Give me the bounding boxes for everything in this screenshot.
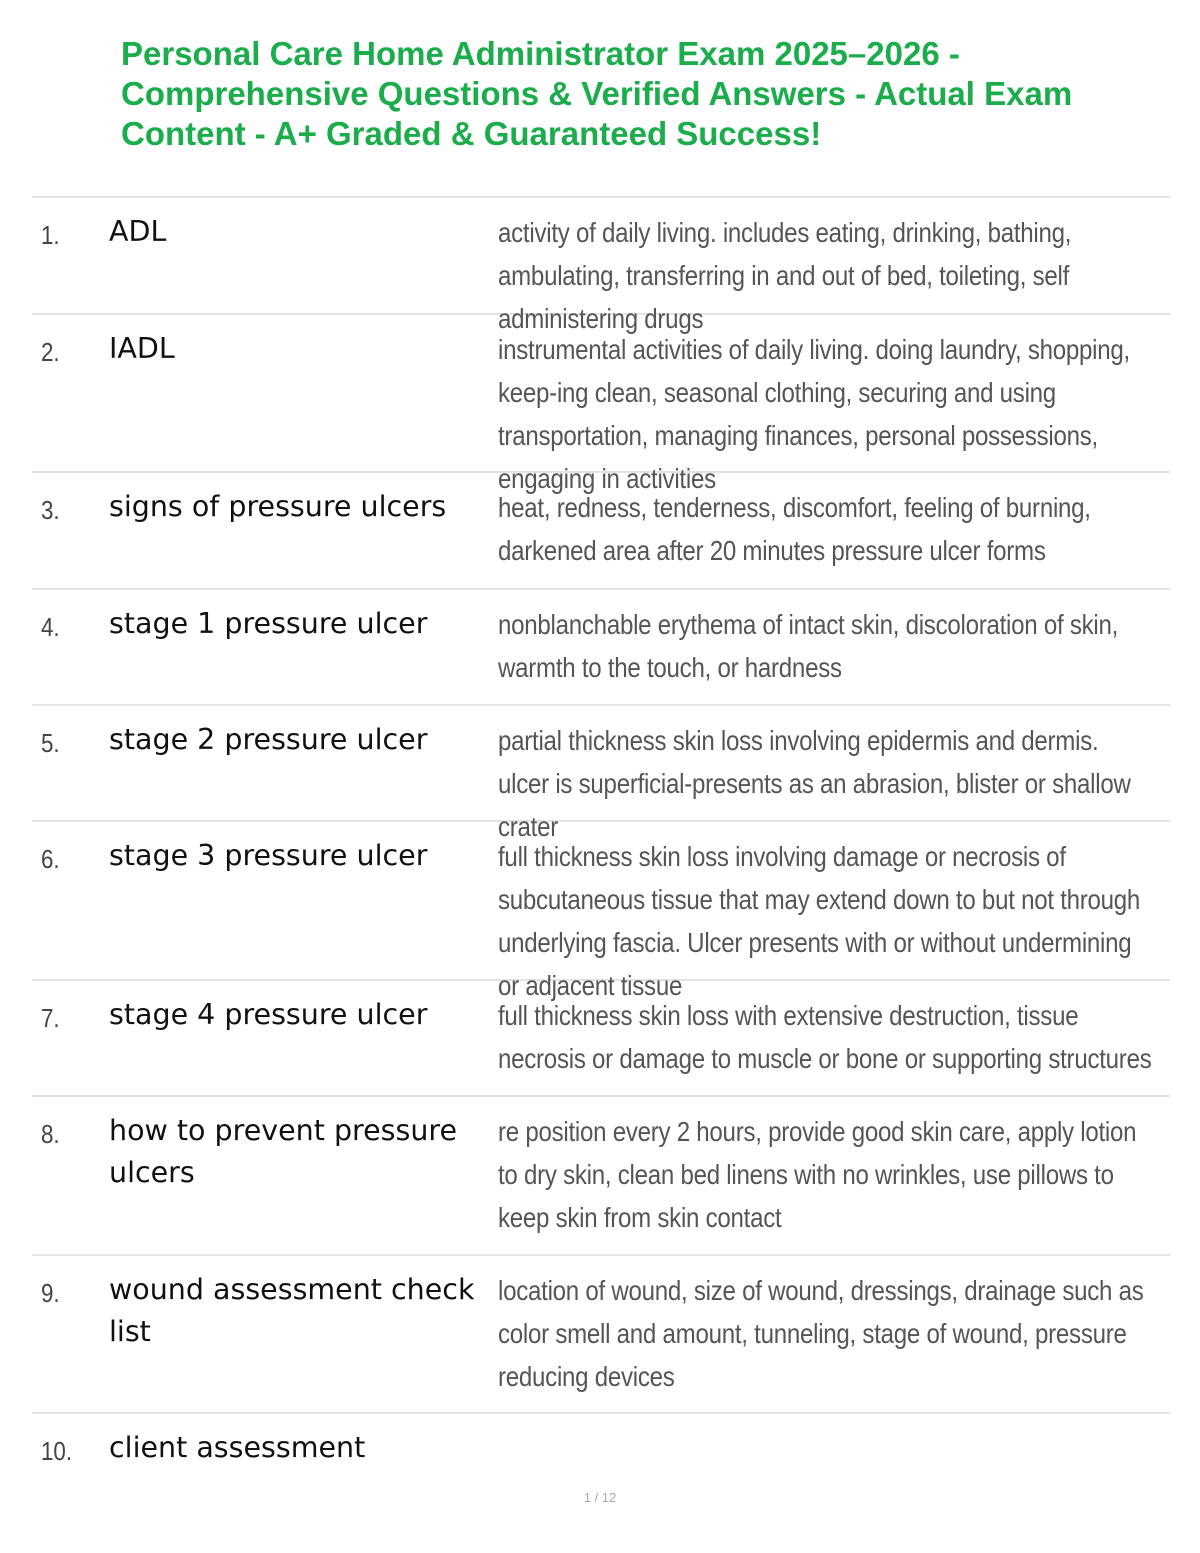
item-term: ADL [109, 215, 167, 248]
qa-row [32, 706, 1170, 842]
item-term: stage 1 pressure ulcer [109, 607, 428, 640]
qa-row [32, 1097, 1170, 1256]
item-term: wound assessment check list [109, 1273, 475, 1348]
qa-row [32, 315, 1170, 494]
item-definition: full thickness skin loss with extensive destruction, tissue necrosis or damage to muscle or bone or supporting structures [498, 1000, 1152, 1074]
item-number: 5. [41, 728, 60, 758]
item-number: 9. [41, 1278, 60, 1308]
item-term: stage 2 pressure ulcer [109, 723, 428, 756]
item-number: 4. [41, 612, 60, 642]
item-term: how to prevent pressure ulcers [109, 1114, 458, 1189]
page-indicator: 1 / 12 [583, 1490, 617, 1505]
item-number: 1. [41, 220, 60, 250]
qa-row [32, 1256, 1170, 1414]
document-title: Personal Care Home Administrator Exam 2025–2026 - Comprehensive Questions & Verified Answers - Actual Exam Content - A+ Graded & Guaranteed Success! [121, 35, 1073, 152]
item-number: 8. [41, 1119, 60, 1149]
item-number: 6. [41, 844, 60, 874]
item-term: stage 4 pressure ulcer [109, 998, 428, 1031]
item-definition: location of wound, size of wound, dressings, drainage such as color smell and amount, tunneling, stage of wound, pressure reducing devices [498, 1275, 1144, 1392]
item-term: client assessment [109, 1431, 366, 1464]
item-definition: activity of daily living. includes eating, drinking, bathing, ambulating, transferring in and out of bed, toileting, self administering drugs [498, 217, 1072, 334]
item-definition: partial thickness skin loss involving epidermis and dermis. ulcer is superficial-presents as an abrasion, blister or shallow crater [498, 725, 1131, 842]
qa-row [32, 981, 1170, 1097]
item-number: 7. [41, 1003, 60, 1033]
item-term: IADL [109, 332, 175, 365]
item-number: 2. [41, 337, 60, 367]
item-definition: instrumental activities of daily living. doing laundry, shopping, keep-ing clean, seasonal clothing, securing and using transportation, managing finances, personal possessions, engaging in activities [498, 334, 1130, 494]
qa-row [32, 822, 1170, 1001]
item-definition: full thickness skin loss involving damage or necrosis of subcutaneous tissue that may extend down to but not through underlying fascia. Ulcer presents with or without undermining or adjacent tissue [498, 841, 1141, 1001]
qa-list [32, 196, 1170, 1484]
qa-row [32, 1414, 1170, 1484]
item-term: stage 3 pressure ulcer [109, 839, 428, 872]
item-definition: heat, redness, tenderness, discomfort, feeling of burning, darkened area after 20 minutes pressure ulcer forms [498, 492, 1091, 566]
qa-row [32, 590, 1170, 706]
item-definition: nonblanchable erythema of intact skin, discoloration of skin, warmth to the touch, or hardness [498, 609, 1119, 683]
qa-row [32, 473, 1170, 590]
item-number: 3. [41, 495, 60, 525]
qa-row [32, 198, 1170, 334]
item-number: 10. [41, 1436, 73, 1466]
item-term: signs of pressure ulcers [109, 490, 447, 523]
item-definition: re position every 2 hours, provide good skin care, apply lotion to dry skin, clean bed linens with no wrinkles, use pillows to keep skin from skin contact [498, 1116, 1137, 1233]
